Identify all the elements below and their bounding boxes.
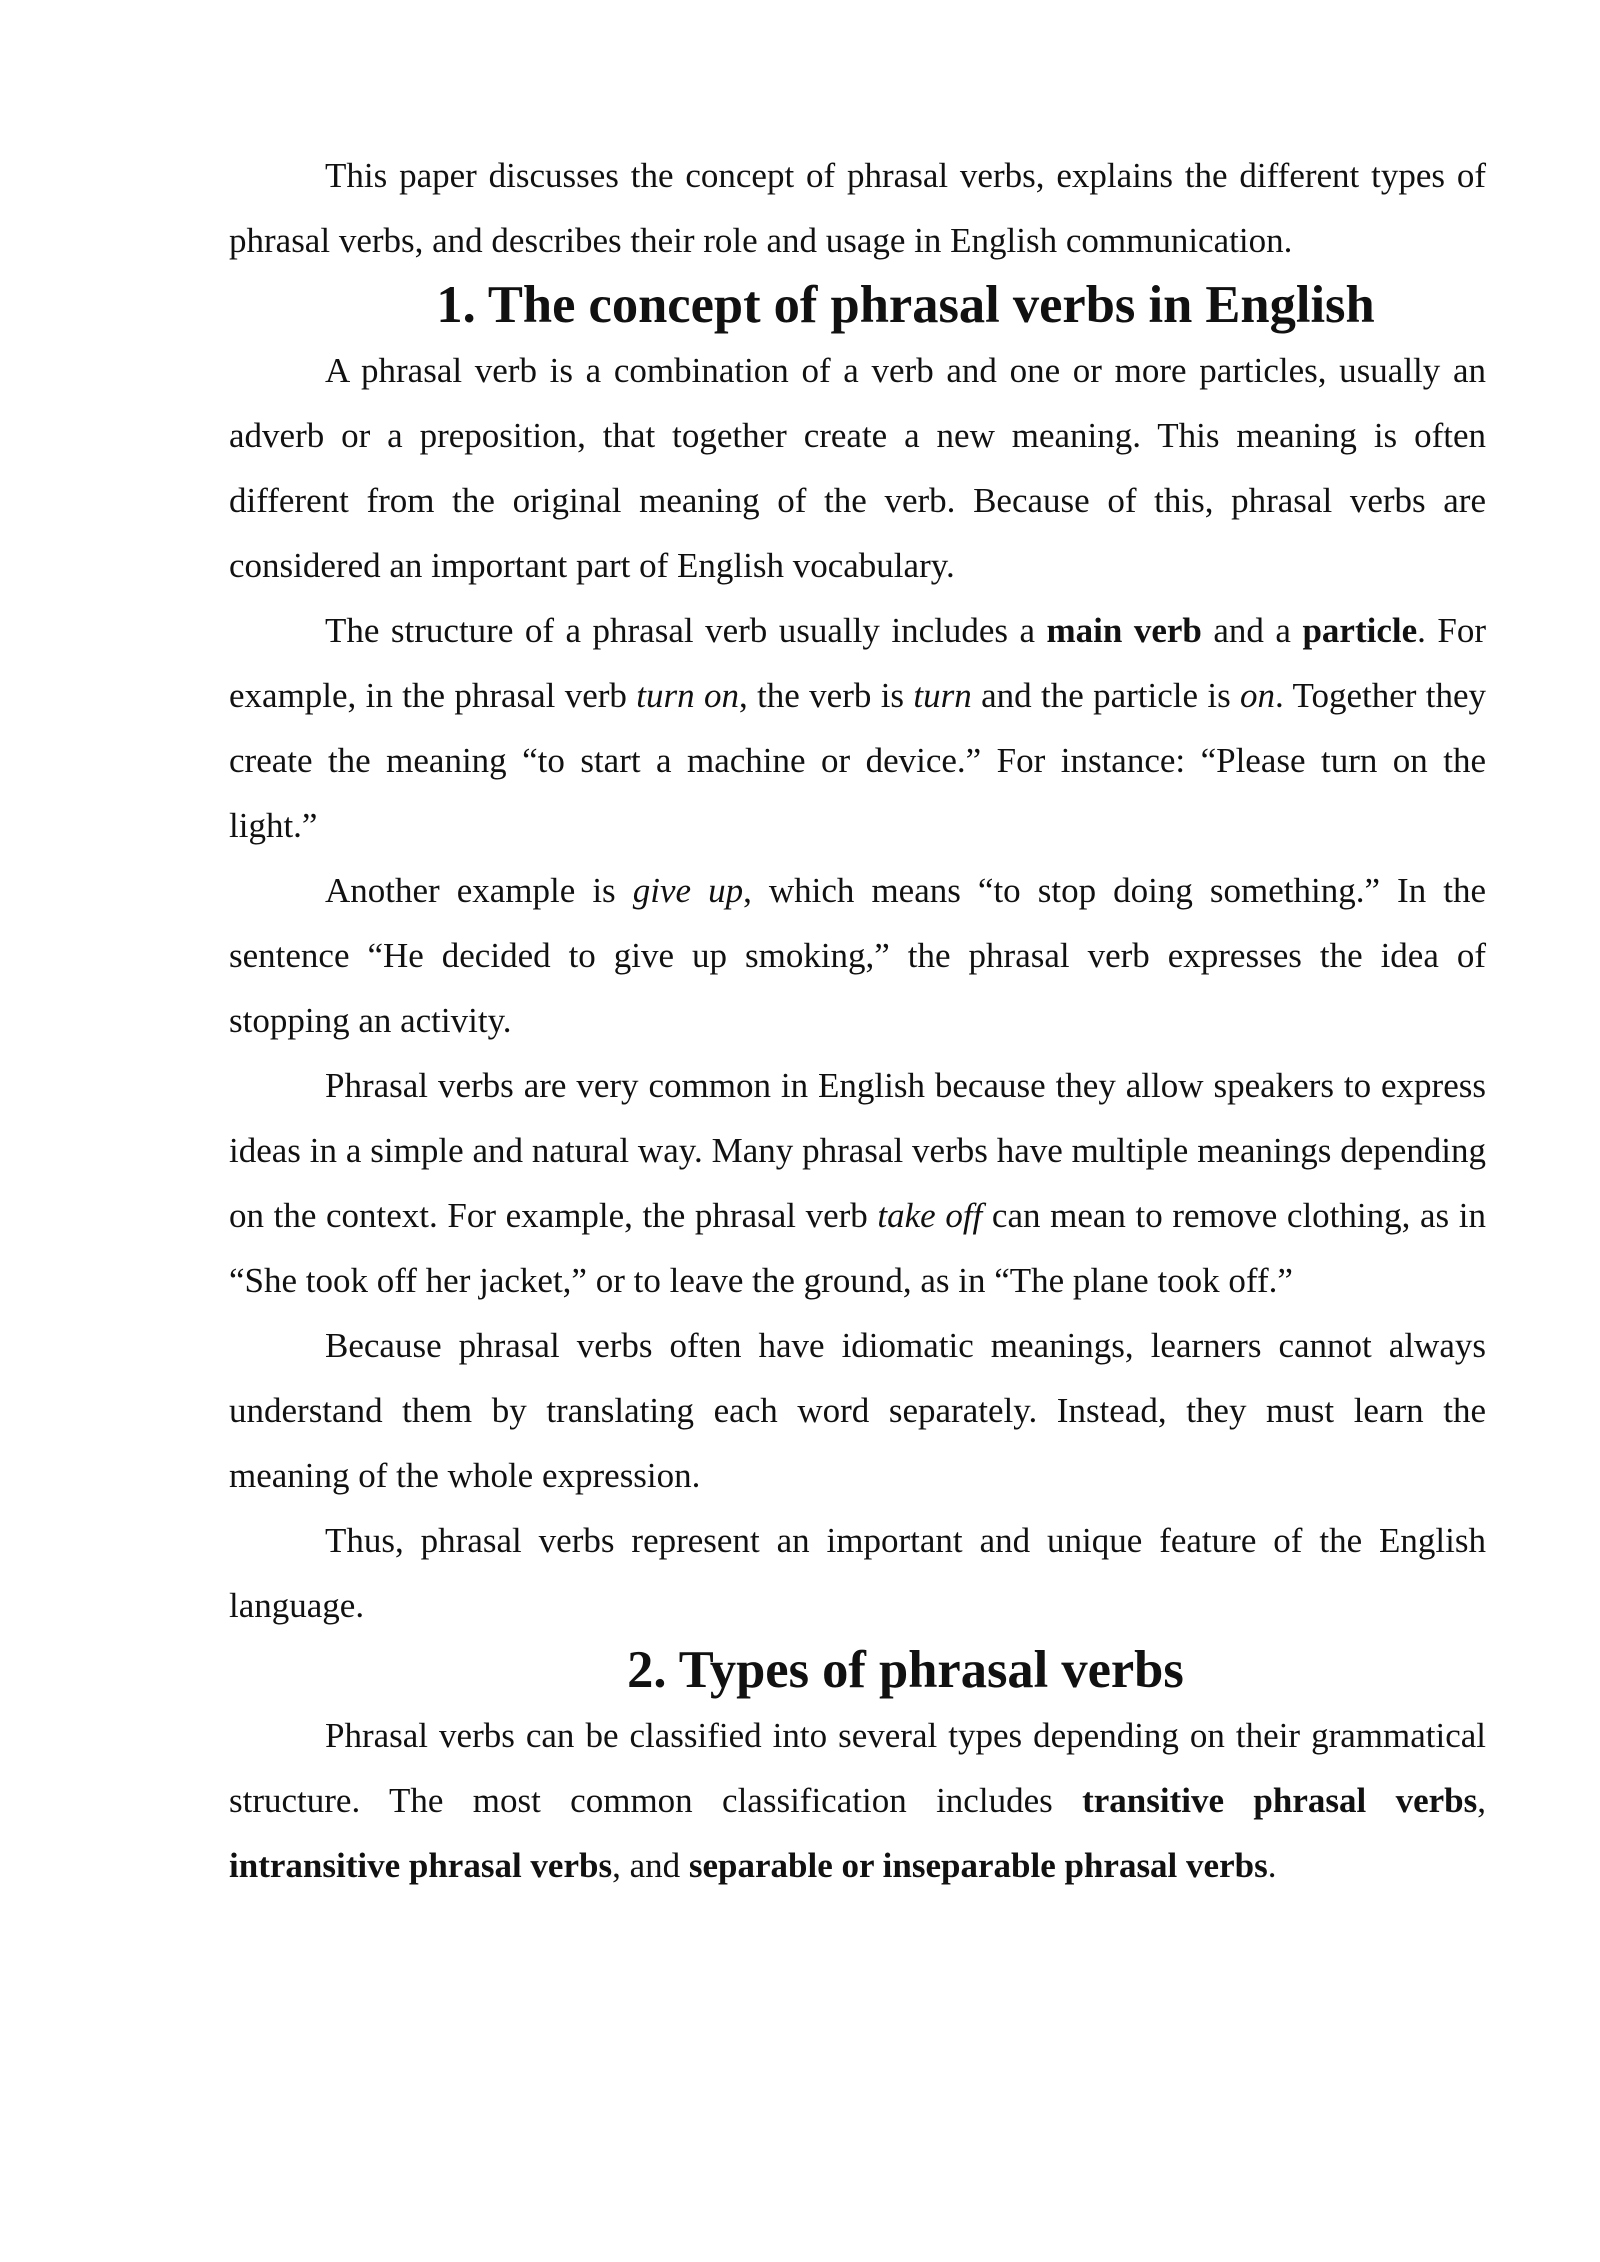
italic-example-take-off: take off <box>877 1196 983 1235</box>
intro-text: This paper discusses the concept of phrasal verbs, explains the different types of phrasal verbs, and describes their role and usage in English communication. <box>229 156 1486 260</box>
bold-term-main-verb: main verb <box>1046 611 1202 650</box>
paragraph-text: and the particle is <box>971 676 1241 715</box>
paragraph-text: , <box>1477 1781 1486 1820</box>
paragraph-text: The structure of a phrasal verb usually includes a <box>325 611 1047 650</box>
paragraph-text: and a <box>1201 611 1303 650</box>
section-1-paragraph-5 <box>229 1313 1486 1508</box>
paragraph-text: Phrasal verbs are very common in English because they allow speakers to express ideas in a simple and natural way. Many phrasal verbs have multiple meanings depending on the context. For example, the phrasal verb <box>229 1066 1486 1235</box>
italic-example-give-up: give up <box>632 871 744 910</box>
italic-example-on: on <box>1240 676 1276 715</box>
section-1-paragraph-1 <box>229 338 1486 598</box>
italic-example-turn-on: turn on <box>636 676 739 715</box>
bold-term-separable: separable or inseparable phrasal verbs <box>688 1846 1268 1885</box>
paragraph-text: Thus, phrasal verbs represent an important and unique feature of the English language. <box>229 1521 1486 1625</box>
bold-term-transitive: transitive phrasal verbs <box>1082 1781 1478 1820</box>
paragraph-text: , the verb is <box>738 676 914 715</box>
section-1-paragraph-6 <box>229 1508 1486 1638</box>
section-1-paragraph-3 <box>229 858 1486 1053</box>
section-2-heading: 2. Types of phrasal verbs <box>627 1641 1184 1699</box>
paragraph-text: . <box>1267 1846 1277 1885</box>
paragraph-text: , and <box>612 1846 689 1885</box>
section-1-heading: 1. The concept of phrasal verbs in English <box>436 276 1375 334</box>
bold-term-intransitive: intransitive phrasal verbs <box>229 1846 613 1885</box>
paragraph-text: . For example, in the phrasal verb <box>229 611 1486 715</box>
paragraph-text: can mean to remove clothing, as in “She took off her jacket,” or to leave the ground, as in “The plane took off.” <box>229 1196 1487 1300</box>
paragraph-text: A phrasal verb is a combination of a verb and one or more particles, usually an adverb or a preposition, that together create a new meaning. This meaning is often different from the original meaning of the verb. Because of this, phrasal verbs are considered an important part of English vocabulary. <box>229 351 1486 585</box>
italic-example-turn: turn <box>913 676 972 715</box>
paragraph-text: Because phrasal verbs often have idiomatic meanings, learners cannot always understand them by translating each word separately. Instead, they must learn the meaning of the whole expression. <box>229 1326 1486 1495</box>
section-1-paragraph-2 <box>229 598 1486 858</box>
bold-term-particle: particle <box>1302 611 1418 650</box>
paragraph-text: , which means “to stop doing something.” In the sentence “He decided to give up smoking,” the phrasal verb expresses the idea of stopping an activity. <box>229 871 1486 1040</box>
paragraph-text: Phrasal verbs can be classified into several types depending on their grammatical structure. The most common classification includes <box>229 1716 1486 1820</box>
document-body <box>229 143 1486 1898</box>
section-2-paragraph-1 <box>229 1703 1486 1898</box>
intro-paragraph <box>229 143 1486 273</box>
section-1-paragraph-4 <box>229 1053 1486 1313</box>
paragraph-text: Another example is <box>325 871 633 910</box>
paragraph-text: . Together they create the meaning “to start a machine or device.” For instance: “Please turn on the light.” <box>229 676 1486 845</box>
